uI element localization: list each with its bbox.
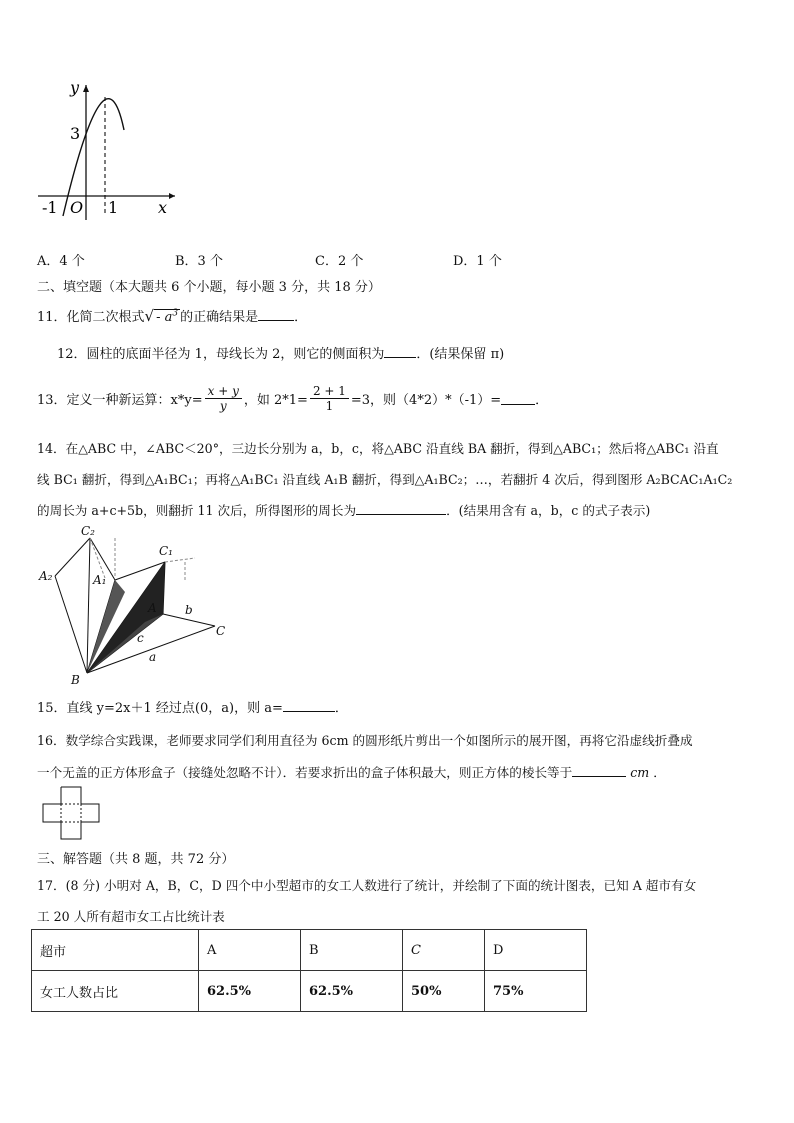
q13-end: ．	[535, 392, 549, 408]
q14-line-1: 14．在△ABC 中，∠ABC＜20°，三边长分别为 a，b，c，将△ABC 沿直线 BA 翻折，得到△ABC₁；然后将△ABC₁ 沿直	[37, 441, 719, 456]
question-11	[37, 306, 307, 325]
choice-d[interactable]: D．1 个	[453, 254, 502, 269]
table-header-cell: D	[485, 930, 587, 971]
q11-exponent: 3	[172, 308, 179, 319]
label-C1: C₁	[159, 544, 173, 558]
q13-prefix: 13．定义一种新运算：x*y=	[37, 392, 203, 408]
table-header-cell: A	[199, 930, 301, 971]
y-axis-label: y	[70, 78, 80, 97]
label-neg1: -1	[42, 198, 58, 217]
q11-radicand: - $a^3$	[156, 308, 179, 325]
origin-label: O	[70, 198, 84, 217]
label-C: C	[216, 624, 226, 638]
q13-fraction-2: $\frac{2 + 1}{1}$	[310, 384, 349, 413]
section-3-heading: 三、解答题（共 8 题，共 72 分）	[37, 852, 235, 867]
q16-answer-blank[interactable]	[572, 764, 626, 777]
q13-mid: ，如 2*1=	[243, 392, 308, 408]
label-c: c	[137, 631, 144, 645]
table-header-cell: C	[403, 930, 485, 971]
sqrt-symbol: √	[144, 307, 155, 325]
q16-line-1: 16．数学综合实践课，老师要求同学们利用直径为 6cm 的圆形纸片剪出一个如图所示的展开图，再将它沿虚线折叠成	[37, 733, 693, 748]
parabola-graph	[30, 75, 180, 225]
q11-suffix: 的正确结果是	[180, 310, 259, 325]
q12-end: ．(结果保留 π)	[416, 347, 505, 362]
q13-suffix: =3，则（4*2）*（-1）=	[350, 392, 502, 408]
label-3: 3	[70, 124, 81, 143]
q14-line-2: 线 BC₁ 翻折，得到△A₁BC₁；再将△A₁BC₁ 沿直线 A₁B 翻折，得到△A₁BC₂；…，若翻折 4 次后，得到图形 A₂BCAC₁A₁C₂	[37, 472, 733, 487]
table-header-cell: 超市	[32, 930, 199, 971]
label-B: B	[71, 673, 80, 687]
question-15	[37, 697, 348, 716]
table-row	[32, 971, 587, 1012]
q16-line-2	[37, 762, 666, 781]
choice-a[interactable]: A．4 个	[37, 254, 85, 269]
choice-b[interactable]: B．3 个	[175, 254, 223, 269]
label-1: 1	[108, 198, 119, 217]
q13-fraction-1: $\frac{x + y}{y}$	[205, 384, 242, 413]
question-12	[57, 343, 504, 362]
choice-c[interactable]: C．2 个	[315, 254, 364, 269]
table-cell: 女工人数占比	[32, 971, 199, 1012]
q17-line-2: 工 20 人所有超市女工占比统计表	[37, 909, 225, 924]
q16-unit: cm	[630, 765, 650, 780]
q12-text: 12．圆柱的底面半径为 1，母线长为 2，则它的侧面积为	[57, 347, 385, 362]
table-cell: 62.5%	[301, 971, 403, 1012]
label-A1: A₁	[93, 573, 107, 587]
q14-answer-blank[interactable]	[356, 502, 446, 515]
folding-triangles-figure	[35, 522, 235, 688]
table-header-row	[32, 930, 587, 971]
q15-text: 15．直线 y=2x＋1 经过点(0，a)，则 a=	[37, 701, 283, 716]
female-worker-ratio-table	[31, 929, 587, 1012]
label-a: a	[149, 650, 157, 664]
section-2-heading: 二、填空题（本大题共 6 个小题，每小题 3 分，共 18 分）	[37, 280, 381, 295]
q13-answer-blank[interactable]	[501, 392, 535, 405]
q15-answer-blank[interactable]	[283, 699, 335, 712]
label-A2: A₂	[39, 569, 53, 583]
label-A: A	[148, 601, 157, 615]
q16-line-2-text: 一个无盖的正方体形盒子（接缝处忽略不计）．若要求折出的盒子体积最大，则正方体的棱长等于	[37, 765, 573, 780]
cube-net-figure	[40, 784, 102, 842]
label-b: b	[185, 603, 193, 617]
table-cell: 62.5%	[199, 971, 301, 1012]
table-header-cell: B	[301, 930, 403, 971]
q11-end: ．	[294, 310, 308, 325]
x-axis-label: x	[158, 198, 168, 217]
table-cell: 50%	[403, 971, 485, 1012]
q14-line-3a: 的周长为 a+c+5b，则翻折 11 次后，所得图形的周长为	[37, 503, 357, 518]
q11-prefix: 11．化简二次根式	[37, 310, 145, 325]
label-C2: C₂	[81, 524, 95, 538]
q14-line-3b: ．(结果用含有 a，b，c 的式子表示)	[446, 503, 651, 518]
table-cell: 75%	[485, 971, 587, 1012]
q12-answer-blank[interactable]	[384, 345, 416, 358]
q15-end: ．	[334, 701, 348, 716]
question-13	[37, 378, 548, 418]
q11-answer-blank[interactable]	[258, 308, 294, 321]
q16-end: ．	[653, 765, 666, 780]
q17-line-1: 17．(8 分) 小明对 A，B，C，D 四个中小型超市的女工人数进行了统计，并绘制了下面的统计图表，已知 A 超市有女	[37, 878, 697, 893]
q14-line-3	[37, 500, 650, 519]
